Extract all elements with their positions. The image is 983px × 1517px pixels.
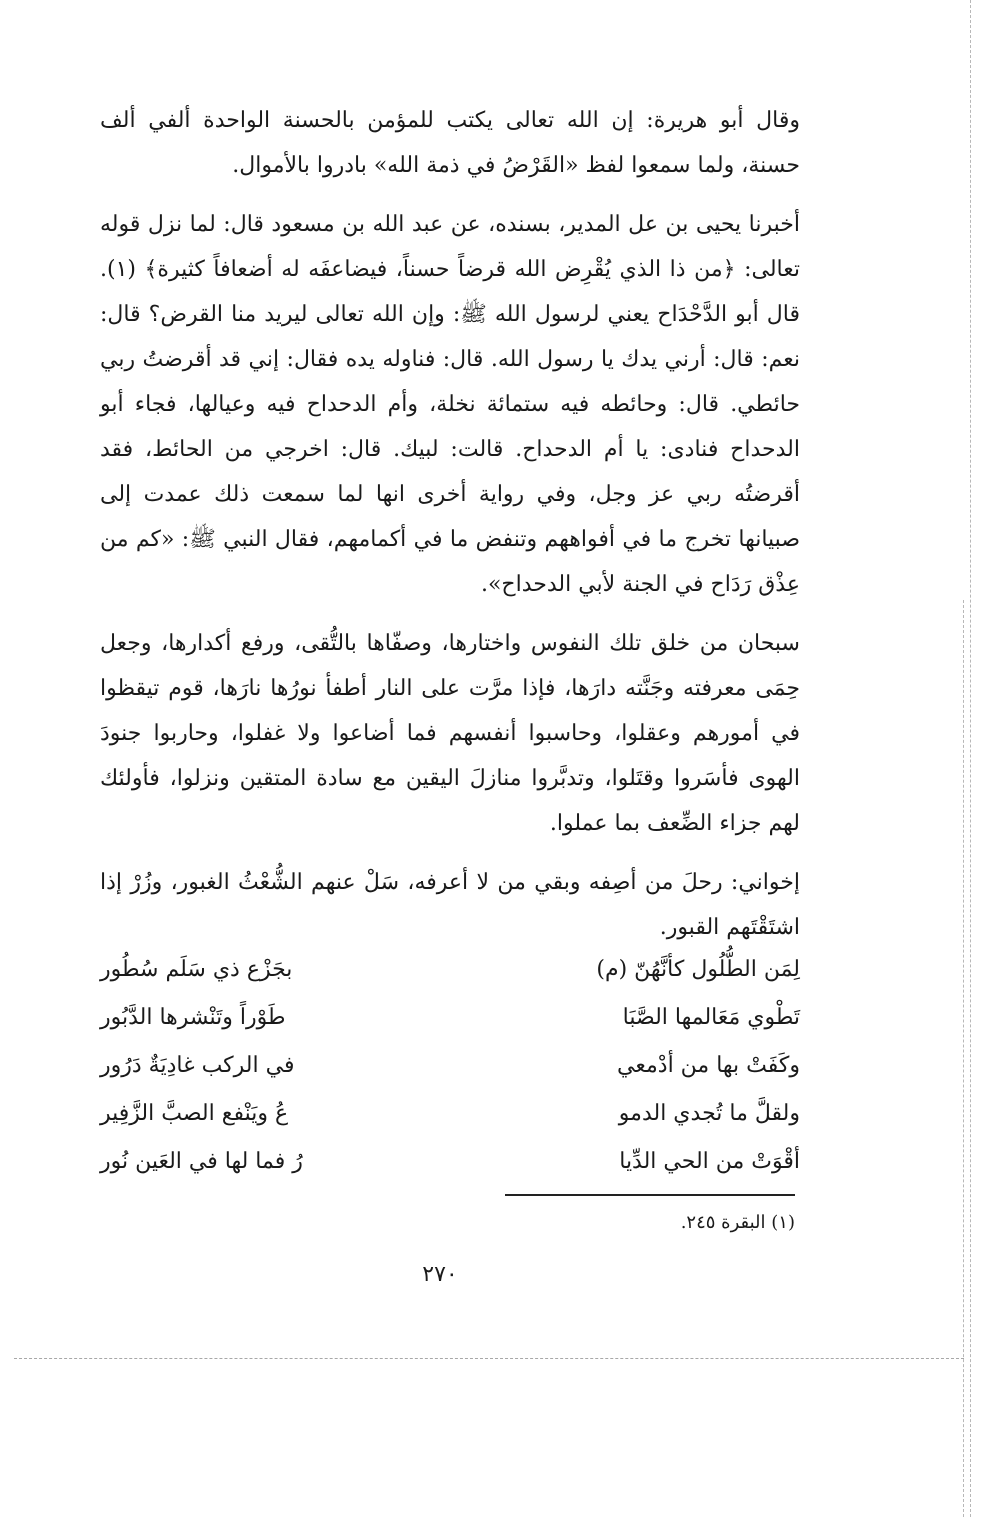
paragraph: سبحان من خلق تلك النفوس واختارها، وصفّاها بالتُّقى، ورفع أكدارها، وجعل حِمَى معرفته وجَنَّته دارَها، فإذا مرَّت على النار أطفأ نورُها نارَها، قوم تيقظوا في أمورهم وعقلوا، وحاسبوا أنفسهم فما أضاعوا ولا غفلوا، وحاربوا جنودَ الهوى فأسَروا وقتَلوا، وتدبَّروا منازلَ اليقين مع سادة المتقين ونزلوا، فأولئك لهم جزاء الضِّعف بما عملوا. [100,631,800,836]
verse-first-hemistich: أقْوَتْ من الحي الدِّيا [619,1149,800,1174]
verse-second-hemistich: بجَزْع ذي سَلَم سُطُور [100,957,293,982]
verse-second-hemistich: في الركب غادِيَةٌ دَرُور [100,1053,295,1078]
scan-bottom-edge [14,1358,964,1359]
body-text [100,98,800,950]
paragraph: إخواني: رحلَ من أصِفه وبقي من لا أعرفه، سَلْ عنهم الشُّعْثُ الغبور، وزُرْ إذا اشتَقْتَهم القبور. [100,870,800,940]
poem-verse [100,994,800,1042]
verse-second-hemistich: رُ فما لها في العَين نُور [100,1149,303,1174]
poem-verse [100,1042,800,1090]
verse-second-hemistich: عُ ويَنْفع الصبَّ الزَّفِير [100,1101,289,1126]
verse-second-hemistich: طَوْراً وتَنْشرها الدَّبُور [100,1005,286,1030]
verse-first-hemistich: تَطْوي مَعَالمها الصَّبَا [622,1005,800,1030]
poem-verse [100,1090,800,1138]
paragraph: أخبرنا يحيى بن عل المدير، بسنده، عن عبد الله بن مسعود قال: لما نزل قوله تعالى: ﴿من ذا الذي يُقْرِض الله قرضاً حسناً، فيضاعفَه له أضعافاً كثيرة﴾ (١). قال أبو الدَّحْدَاح يعني لرسول الله ﷺ: وإن الله تعالى ليريد منا القرض؟ قال: نعم: قال: أرني يدك يا رسول الله. قال: فناوله يده فقال: إني قد أقرضتُ ربي حائطي. قال: وحائطه فيه ستمائة نخلة، وأم الدحداح فيه وعيالها، فجاء أبو الدحداح فنادى: يا أم الدحداح. قالت: لبيك. قال: اخرجي من الحائط، فقد أقرضتُه ربي عز وجل، وفي رواية أخرى انها لما سمعت ذلك عمدت إلى صبيانها تخرج ما في أفواههم وتنفض ما في أكمامهم، فقال النبي ﷺ: «كم من عِذْق رَدَاح في الجنة لأبي الدحداح». [100,212,800,597]
footnote: (١) البقرة ٢٤٥. [680,1212,795,1233]
poem-verse [100,1138,800,1186]
verse-first-hemistich: لِمَن الطُّلُول كأنَّهُنّ (م) [596,957,800,982]
scan-edge-line-right [970,0,971,1517]
verse-first-hemistich: وكَفَتْ بها من أدْمعي [617,1053,800,1078]
verse-first-hemistich: ولقلَّ ما تُجدي الدمو [618,1101,800,1126]
paragraph: وقال أبو هريرة: إن الله تعالى يكتب للمؤمن بالحسنة الواحدة ألفي ألف حسنة، ولما سمعوا لفظ «القَرْضُ في ذمة الله» بادروا بالأموال. [100,108,800,178]
poem-verse [100,946,800,994]
footnote-separator [505,1194,795,1196]
page-number: ٢٧٠ [422,1262,458,1287]
poem [100,946,800,1186]
scan-edge-line-inner [963,600,964,1517]
